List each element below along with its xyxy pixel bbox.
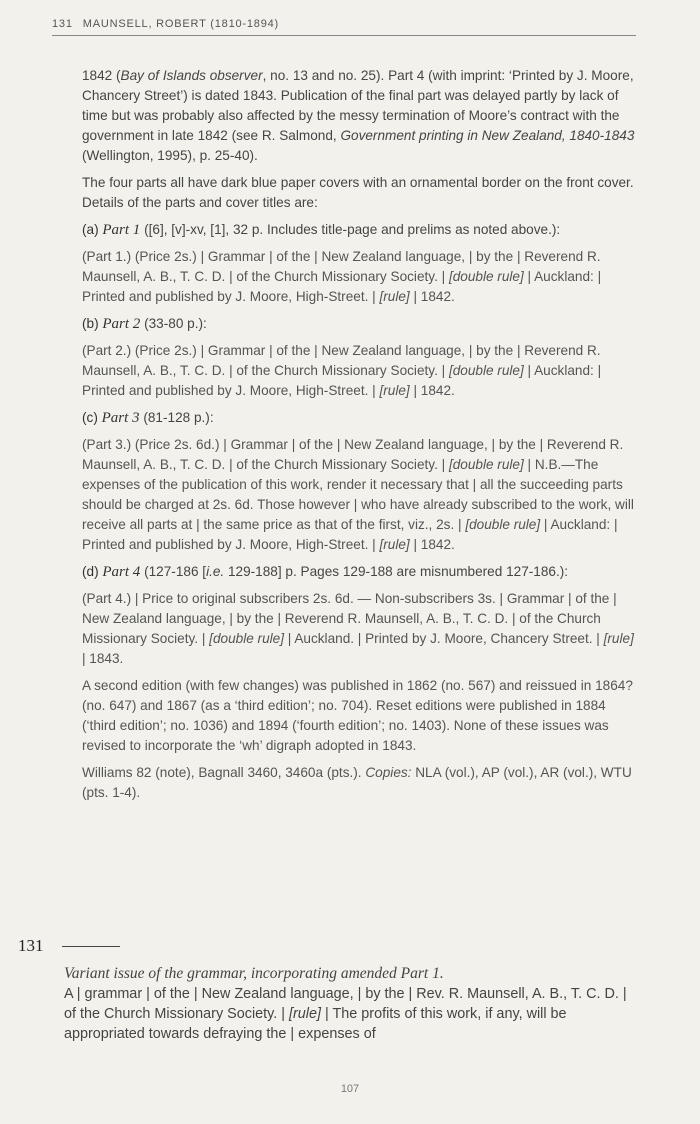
part-2-title [82,341,638,401]
text: Williams 82 (note), Bagnall 3460, 3460a (pts.). [82,765,366,780]
text: , no. 13 and no. 25). Part 4 (with imprint: ‘Printed by J. Moore, Chancery Street’) is dated 1843. Publication of the final part was delayed partly by lack of time but was probably also affected by the messy termination of Moore’s contract with the government in late 1842 (see R. Salmond, [82,68,634,143]
text: | 1842. [409,537,455,552]
part-label: (c) [82,410,102,425]
text: (Part 3.) (Price 2s. 6d.) | Grammar | of the | New Zealand language, | by the | Reverend R. Maunsell, A. B., T. C. D. | of the Church Missionary Society. | [82,437,624,472]
italic-abbrev: i.e. [206,564,225,579]
part-label: (b) [82,316,103,331]
bracket-note: [double rule] [448,457,524,472]
part-desc: (81-128 p.): [139,410,214,425]
entry-rule [62,946,120,947]
part-label: (d) [82,564,103,579]
paragraph-references [82,763,638,803]
text: NLA (vol.), AP (vol.), AR (vol.), WTU (pts. 1-4). [82,765,632,800]
paragraph-second-edition: A second edition (with few changes) was published in 1862 (no. 567) and reissued in 1864? (no. 647) and 1867 (as a ‘third edition’; no. 704). Reset editions were published in 1884 (‘third edition’; no. 1036) and 1894 (‘fourth edition’; no. 1403). None of these issues was revised to incorporate the ‘wh’ digraph adopted in 1843. [82,678,633,753]
part-2-heading [82,314,638,334]
running-head [52,18,636,36]
part-desc: 129-188] p. Pages 129-188 are misnumbered 127-186.): [224,564,569,579]
italic-title: Government printing in New Zealand, 1840-1843 [340,128,635,143]
text: 1842 ( [82,68,121,83]
text: | Auckland. | Printed by J. Moore, Chancery Street. | [284,631,604,646]
text: | The profits of this work, if any, will be appropriated towards defraying the | expenses of [64,1006,567,1042]
part-desc: (127-186 [ [140,564,207,579]
bracket-note: [double rule] [448,269,524,284]
text: | 1843. [82,651,124,666]
part-4-heading [82,562,638,582]
part-3-title [82,435,638,555]
paragraph-covers: The four parts all have dark blue paper covers with an ornamental border on the front cover. Details of the parts and cover titles are: [82,175,634,210]
bracket-note: [rule] [379,383,410,398]
main-text [82,66,638,810]
copies-label: Copies: [365,765,412,780]
page-number: 107 [340,1083,360,1095]
part-name: Part 3 [101,410,140,426]
bracket-note: [rule] [379,537,410,552]
bracket-note: [rule] [379,289,410,304]
text: (Part 1.) (Price 2s.) | Grammar | of the | New Zealand language, | by the | Reverend R. Maunsell, A. B., T. C. D. | of the Church Missionary Society. | [82,249,601,284]
bracket-note: [double rule] [465,517,541,532]
part-1-title [82,247,638,307]
bracket-note: [rule] [603,631,634,646]
text: | N.B.—The expenses of the publication of this work, render it necessary that | all the succeeding parts should be charged at 2s. 6d. Those however | who have already subscribed to the work, will receive all parts at | the same price as that of the first, viz., 2s. | [82,457,634,532]
part-name: Part 4 [102,564,141,580]
paragraph-publication [82,66,638,166]
text: (Part 4.) | Price to original subscribers 2s. 6d. — Non-subscribers 3s. | Grammar | of the | New Zealand language, | by the | Reverend R. Maunsell, A. B., T. C. D. | of the Church Missionary Society. | [82,591,617,646]
running-head-number: 131 [52,18,73,30]
text: | Auckland: | Printed and published by J. Moore, High-Street. | [82,269,602,304]
bracket-note: [rule] [289,1006,322,1022]
entry-title [64,984,638,1044]
text: | Auckland: | Printed and published by J. Moore, High-Street. | [82,517,618,552]
variant-note: Variant issue of the grammar, incorporating amended Part 1. [64,965,444,982]
text: (Wellington, 1995), p. 25-40). [82,148,258,163]
entry-number: 131 [18,936,44,955]
entry-heading [18,936,638,956]
text: A | grammar | of the | New Zealand language, | by the | Rev. R. Maunsell, A. B., T. C. D. | of the Church Missionary Society. | [64,986,627,1022]
text: | Auckland: | Printed and published by J. Moore, High-Street. | [82,363,602,398]
part-1-heading [82,220,638,240]
text: | 1842. [409,289,455,304]
part-4-title [82,589,638,669]
part-3-heading [82,408,638,428]
bracket-note: [double rule] [209,631,284,646]
text: | 1842. [409,383,455,398]
bracket-note: [double rule] [448,363,524,378]
text: (Part 2.) (Price 2s.) | Grammar | of the | New Zealand language, | by the | Reverend R. Maunsell, A. B., T. C. D. | of the Church Missionary Society. | [82,343,601,378]
italic-title: Bay of Islands observer [120,68,263,83]
running-head-title: MAUNSELL, ROBERT (1810-1894) [82,18,280,30]
part-name: Part 1 [102,222,141,238]
part-desc: (33-80 p.): [140,316,207,331]
part-name: Part 2 [102,316,141,332]
part-desc: ([6], [v]-xv, [1], 32 p. Includes title-page and prelims as noted above.): [140,222,561,237]
entry-body [64,964,638,1044]
part-label: (a) [82,222,103,237]
